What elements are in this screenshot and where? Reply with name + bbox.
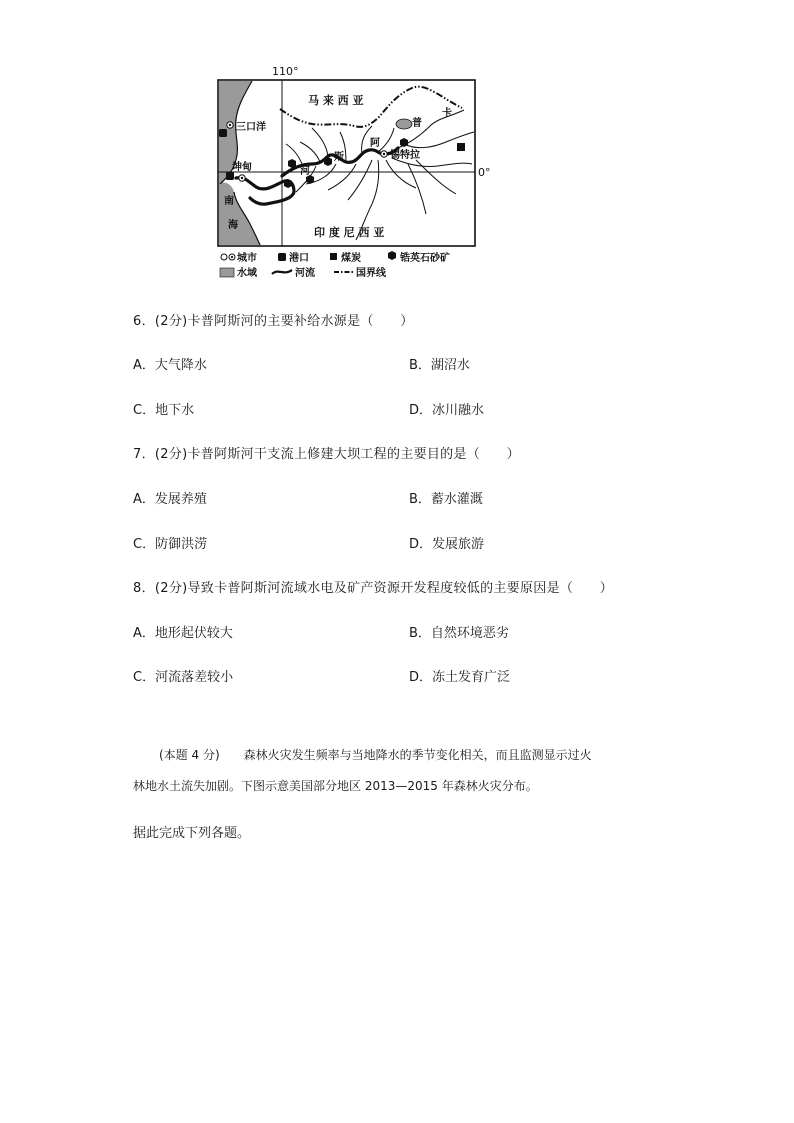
option-text: 大气降水 (154, 358, 207, 373)
question-6-option-c[interactable] (133, 399, 194, 418)
question-8-option-d[interactable] (409, 666, 510, 685)
map-legend (220, 251, 450, 279)
label-a: 阿 (370, 138, 380, 149)
passage (133, 740, 673, 802)
coal-icon (457, 143, 465, 151)
option-key: D． (409, 403, 433, 418)
kapuas-river-map (216, 64, 496, 288)
legend-river-icon (272, 270, 292, 274)
question-7-option-a[interactable] (133, 488, 207, 507)
question-7-stem: 7．(2分)卡普阿斯河干支流上修建大坝工程的主要目的是（ ） (133, 447, 520, 462)
legend-zircon: 锆英石砂矿 (400, 253, 450, 264)
option-key: C． (133, 403, 156, 418)
question-7-option-d[interactable] (409, 533, 484, 552)
option-text: 地下水 (155, 403, 195, 418)
question-7-option-b[interactable] (409, 488, 483, 507)
option-key: A． (133, 358, 155, 373)
option-text: 蓄水灌溉 (430, 492, 483, 507)
legend-city: 城市 (237, 253, 257, 264)
label-malaysia: 马 来 西 亚 (308, 94, 364, 107)
legend-port-icon (278, 253, 286, 261)
lat-label: 0° (478, 166, 491, 179)
legend-border: 国界线 (356, 268, 386, 279)
legend-water-icon (220, 268, 234, 277)
option-key: A． (133, 626, 155, 641)
lon-label: 110° (272, 65, 299, 78)
question-6-option-a[interactable] (133, 354, 207, 373)
option-text: 河流落差较小 (155, 670, 234, 685)
instruction: 据此完成下列各题。 (133, 826, 251, 841)
label-indonesia: 印 度 尼 西 亚 (314, 226, 385, 239)
port-icon (226, 172, 234, 180)
label-kundian: 坤甸 (232, 162, 252, 173)
legend-port: 港口 (289, 253, 309, 264)
label-si: 斯 (334, 152, 344, 163)
option-text: 冻土发育广泛 (432, 670, 511, 685)
question-8-option-b[interactable] (409, 622, 509, 641)
legend-river: 河流 (295, 268, 315, 279)
question-6-option-d[interactable] (409, 399, 484, 418)
legend-water: 水域 (237, 268, 257, 279)
passage-line-1 (133, 740, 673, 771)
option-key: C． (133, 670, 156, 685)
option-text: 防御洪涝 (155, 537, 208, 552)
question-6-stem: 6．(2分)卡普阿斯河的主要补给水源是（ ） (133, 314, 414, 329)
label-xitela: 锡特拉 (390, 150, 420, 161)
passage-points: (本题 4 分) (159, 748, 220, 762)
option-key: B． (409, 358, 431, 373)
option-text: 自然环境恶劣 (430, 626, 509, 641)
legend-coal-icon (330, 253, 337, 260)
label-ka: 卡 (442, 108, 452, 119)
label-sankouyang: 三口洋 (236, 122, 266, 133)
label-pu: 普 (412, 118, 422, 129)
legend-zircon-icon (388, 251, 396, 260)
option-key: B． (409, 492, 431, 507)
question-6-option-b[interactable] (409, 354, 470, 373)
question-8-option-c[interactable] (133, 666, 233, 685)
port-icon (219, 129, 227, 137)
question-8-option-a[interactable] (133, 622, 233, 641)
option-key: A． (133, 492, 155, 507)
option-text: 发展旅游 (432, 537, 485, 552)
lake (396, 119, 412, 129)
label-he: 河 (300, 166, 310, 177)
legend-coal: 煤炭 (341, 253, 361, 264)
option-text: 发展养殖 (154, 492, 207, 507)
option-text: 地形起伏较大 (154, 626, 233, 641)
option-key: C． (133, 537, 156, 552)
question-8-stem: 8．(2分)导致卡普阿斯河流域水电及矿产资源开发程度较低的主要原因是（ ） (133, 581, 614, 596)
passage-line-2: 林地水土流失加剧。下图示意美国部分地区 2013—2015 年森林火灾分布。 (133, 779, 538, 793)
option-key: D． (409, 670, 433, 685)
label-hai: 海 (228, 220, 238, 231)
option-text: 湖沼水 (430, 358, 470, 373)
option-key: B． (409, 626, 431, 641)
option-text: 冰川融水 (432, 403, 485, 418)
question-7-option-c[interactable] (133, 533, 207, 552)
option-key: D． (409, 537, 433, 552)
label-nan: 南 (224, 196, 234, 207)
passage-text-1: 森林火灾发生频率与当地降水的季节变化相关，而且监测显示过火 (243, 748, 592, 762)
